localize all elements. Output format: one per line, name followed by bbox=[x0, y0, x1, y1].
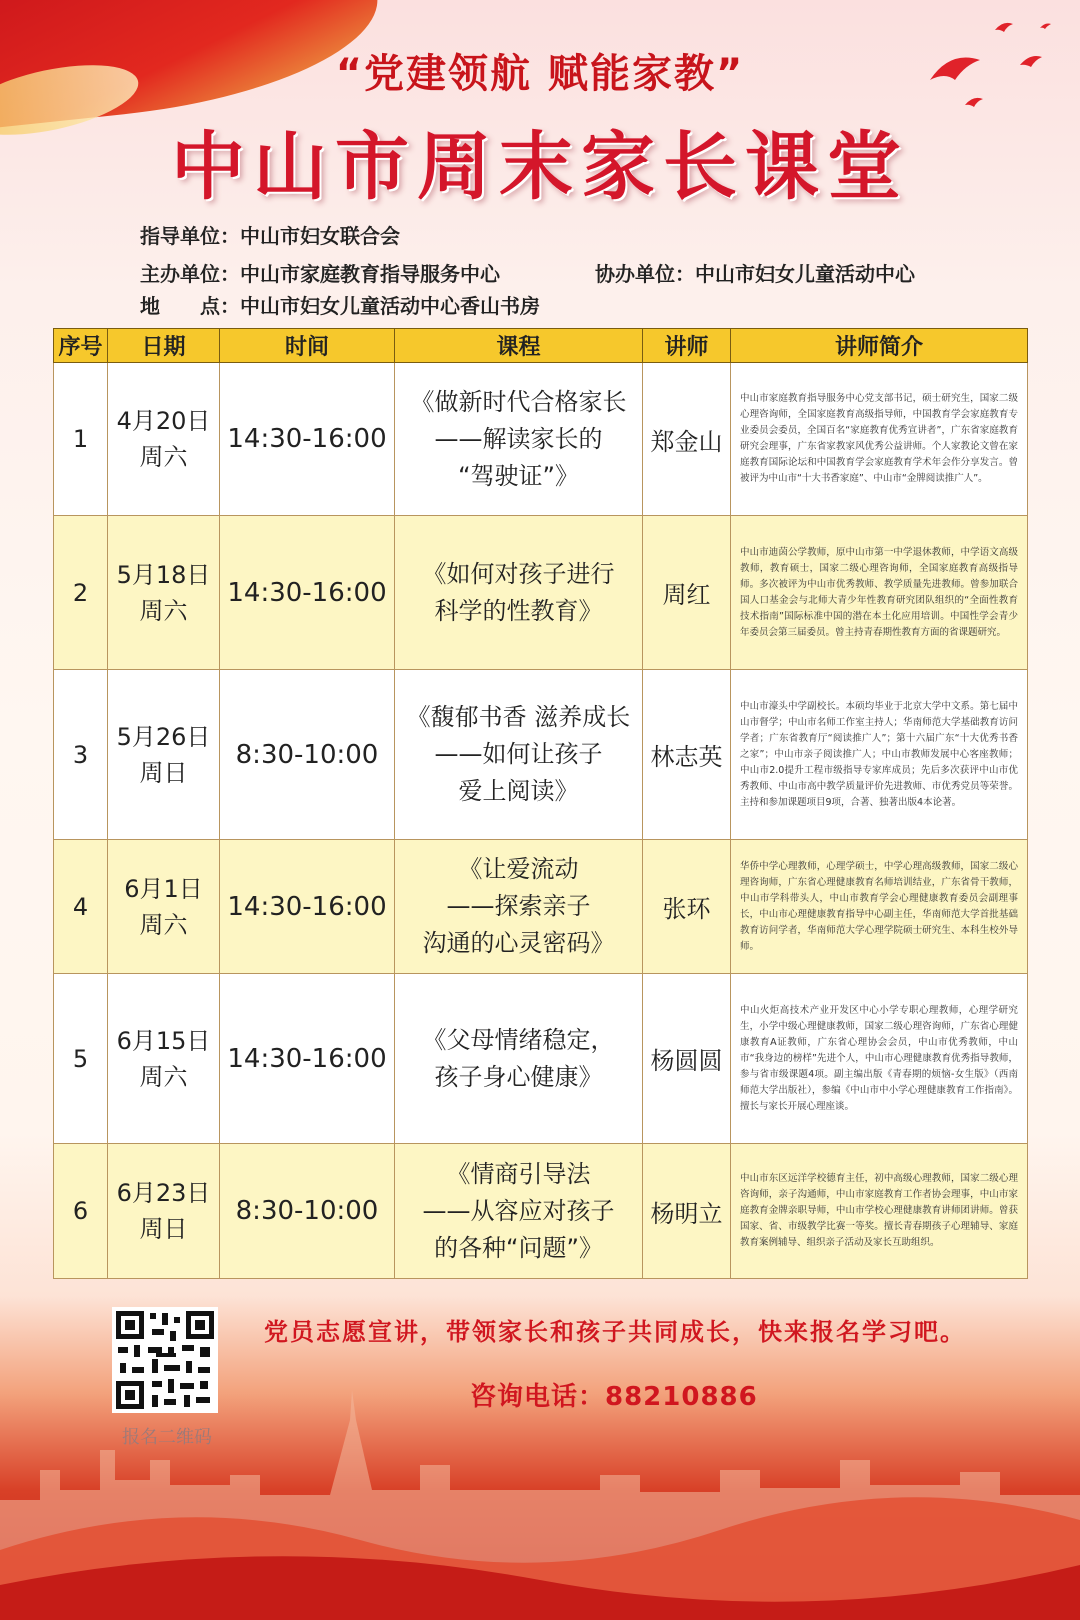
row-date-day: 5月18日 bbox=[116, 560, 211, 589]
row-date-weekday: 周六 bbox=[139, 596, 188, 625]
row-course bbox=[395, 670, 643, 840]
course-line: 《馥郁书香 滋养成长 bbox=[406, 703, 631, 731]
guide-unit-row bbox=[140, 220, 400, 249]
row-date-day: 4月20日 bbox=[116, 407, 211, 435]
table-row bbox=[54, 363, 1028, 516]
course-line: 的各种“问题”》 bbox=[434, 1233, 603, 1262]
row-date bbox=[108, 974, 220, 1144]
row-time: 8:30-10:00 bbox=[220, 670, 395, 840]
call-to-action: 党员志愿宣讲，带领家长和孩子共同成长，快来报名学习吧。 bbox=[264, 1318, 966, 1346]
row-date-weekday: 周六 bbox=[139, 910, 188, 939]
course-line: ——从容应对孩子 bbox=[422, 1196, 615, 1225]
row-teacher: 周红 bbox=[643, 516, 731, 670]
assist-unit-value: 中山市妇女儿童活动中心 bbox=[695, 262, 915, 286]
consult-phone[interactable]: 咨询电话：88210886 bbox=[470, 1382, 758, 1412]
row-date-day: 6月23日 bbox=[116, 1179, 211, 1207]
row-time: 8:30-10:00 bbox=[220, 1144, 395, 1279]
schedule-table-wrap bbox=[53, 328, 1027, 1279]
row-course bbox=[395, 1144, 643, 1279]
row-no: 2 bbox=[54, 516, 108, 670]
row-date-day: 5月26日 bbox=[116, 722, 211, 751]
qr-label: 报名二维码 bbox=[122, 1427, 212, 1448]
row-teacher: 林志英 bbox=[643, 670, 731, 840]
row-bio: 中山市迪茵公学教师，原中山市第一中学退休教师，中学语文高级教师，教育硕士，国家二级心理咨询师，全国家庭教育高级指导师。多次被评为中山市优秀教师、教学质量先进教师。曾参加联合国人口基金会与北师大青少年性教育研究团队组织的“全面性教育技术指南”国际标准中国的潜在本土化应用培训。中国性学会青少年委员会第三届委员。曾主持青春期性教育方面的省课题研究。 bbox=[731, 516, 1028, 670]
qr-code-pattern-icon bbox=[112, 1307, 218, 1413]
header-time: 时间 bbox=[220, 329, 395, 363]
course-line: 《情商引导法 bbox=[446, 1159, 591, 1188]
row-no: 1 bbox=[54, 363, 108, 516]
host-unit-value: 中山市家庭教育指导服务中心 bbox=[240, 262, 500, 286]
table-row bbox=[54, 1144, 1028, 1279]
course-line: 爱上阅读》 bbox=[458, 777, 579, 805]
row-bio: 中山市家庭教育指导服务中心党支部书记，硕士研究生，国家二级心理咨询师，全国家庭教育高级指导师，中国教育学会家庭教育专业委员会委员，全国百名“家庭教育优秀宣讲者”，广东省家庭教育研究会理事，广东省家教家风优秀公益讲师。个人家教论文曾在家庭教育国际论坛和中国教育学会家庭教育学术年会作分享发言。曾被评为中山市“十大书香家庭”、中山市“金牌阅读推广人”。 bbox=[731, 363, 1028, 516]
row-bio: 中山市濠头中学副校长。本硕均毕业于北京大学中文系。第七届中山市督学；中山市名师工作室主持人；华南师范大学基础教育访问学者；广东省教育厅“阅读推广人”；第十六届广东“十大优秀书香之家”；中山市亲子阅读推广人；中山市教师发展中心客座教师；中山市2.0提升工程市级指导专家库成员；先后多次获评中山市优秀教师、中山市高中教学质量评价先进教师、市优秀党员等荣誉。主持和参加课题项目9项，合著、独著出版4本论著。 bbox=[731, 670, 1028, 840]
row-date bbox=[108, 840, 220, 974]
assist-unit-row bbox=[595, 258, 915, 287]
row-bio: 华侨中学心理教师，心理学硕士，中学心理高级教师，国家二级心理咨询师，广东省心理健康教育名师培训结业，广东省骨干教师，中山市学科带头人，中山市教育学会心理健康教育委员会副理事长，中山市心理健康教育指导中心副主任，华南师范大学首批基础教育访问学者，华南师范大学心理学院硕士研究生、本科生校外导师。 bbox=[731, 840, 1028, 974]
row-date-day: 6月1日 bbox=[124, 874, 203, 903]
header-date: 日期 bbox=[108, 329, 220, 363]
row-bio: 中山市东区远洋学校德育主任，初中高级心理教师，国家二级心理咨询师，亲子沟通师，中山市家庭教育工作者协会理事，中山市家庭教育金牌亲职导师，中山市学校心理健康教育讲师团讲师。曾获国家、省、市级教学比赛一等奖。擅长青春期孩子心理辅导、家庭教育案例辅导、组织亲子活动及家长互助组织。 bbox=[731, 1144, 1028, 1279]
row-time: 14:30-16:00 bbox=[220, 974, 395, 1144]
course-line: ——如何让孩子 bbox=[434, 740, 603, 768]
header-course: 课程 bbox=[395, 329, 643, 363]
course-line: ——探索亲子 bbox=[446, 892, 591, 920]
row-course bbox=[395, 974, 643, 1144]
row-time: 14:30-16:00 bbox=[220, 516, 395, 670]
host-unit-label: 主办单位： bbox=[140, 262, 240, 286]
course-line: 《如何对孩子进行 bbox=[422, 559, 615, 588]
row-teacher: 杨明立 bbox=[643, 1144, 731, 1279]
row-date bbox=[108, 1144, 220, 1279]
row-bio: 中山火炬高技术产业开发区中心小学专职心理教师，心理学研究生，小学中级心理健康教师，国家二级心理咨询师，广东省心理健康教育A证教师，广东省心理协会会员，中山市优秀教师，中山市“我身边的榜样”先进个人，中山市心理健康教育优秀指导教师，参与省市级课题4项。副主编出版《青春期的烦恼-女生版》（西南师范大学出版社），参编《中山市中小学心理健康教育工作指南》。擅长与家长开展心理座谈。 bbox=[731, 974, 1028, 1144]
place-row bbox=[140, 290, 540, 319]
place-value: 中山市妇女儿童活动中心香山书房 bbox=[240, 294, 540, 318]
host-unit-row bbox=[140, 258, 500, 287]
course-line: ——解读家长的 bbox=[434, 424, 603, 453]
row-date-weekday: 周六 bbox=[139, 1062, 188, 1091]
table-header-row bbox=[54, 329, 1028, 363]
row-teacher: 杨圆圆 bbox=[643, 974, 731, 1144]
course-line: “驾驶证”》 bbox=[458, 461, 579, 490]
row-teacher: 郑金山 bbox=[643, 363, 731, 516]
course-line: 《让爱流动 bbox=[458, 855, 579, 883]
row-no: 6 bbox=[54, 1144, 108, 1279]
row-no: 4 bbox=[54, 840, 108, 974]
course-line: 孩子身心健康》 bbox=[434, 1062, 603, 1091]
row-teacher: 张环 bbox=[643, 840, 731, 974]
header-teacher: 讲师 bbox=[643, 329, 731, 363]
slogan: “党建领航 赋能家教” bbox=[335, 51, 745, 97]
row-course bbox=[395, 363, 643, 516]
row-course bbox=[395, 516, 643, 670]
row-time: 14:30-16:00 bbox=[220, 363, 395, 516]
row-date-weekday: 周日 bbox=[139, 758, 188, 787]
course-line: 科学的性教育》 bbox=[434, 596, 603, 625]
table-row bbox=[54, 670, 1028, 840]
assist-unit-label: 协办单位： bbox=[595, 262, 695, 286]
header-no: 序号 bbox=[54, 329, 108, 363]
table-row bbox=[54, 974, 1028, 1144]
page-title: 中山市周末家长课堂 bbox=[171, 124, 909, 210]
city-skyline-icon bbox=[0, 1380, 1080, 1620]
guide-unit-value: 中山市妇女联合会 bbox=[240, 224, 400, 248]
row-course bbox=[395, 840, 643, 974]
table-row bbox=[54, 516, 1028, 670]
guide-unit-label: 指导单位： bbox=[140, 224, 240, 248]
row-date-day: 6月15日 bbox=[116, 1026, 211, 1055]
place-label: 地 点： bbox=[140, 294, 240, 318]
course-line: 沟通的心灵密码》 bbox=[422, 929, 615, 957]
row-no: 3 bbox=[54, 670, 108, 840]
row-date bbox=[108, 670, 220, 840]
course-line: 《父母情绪稳定， bbox=[422, 1025, 615, 1054]
header-bio: 讲师简介 bbox=[731, 329, 1028, 363]
row-date bbox=[108, 516, 220, 670]
row-date-weekday: 周日 bbox=[139, 1215, 188, 1243]
row-time: 14:30-16:00 bbox=[220, 840, 395, 974]
qr-code-icon[interactable] bbox=[112, 1307, 218, 1413]
table-row bbox=[54, 840, 1028, 974]
row-no: 5 bbox=[54, 974, 108, 1144]
row-date bbox=[108, 363, 220, 516]
row-date-weekday: 周六 bbox=[139, 443, 188, 471]
schedule-table bbox=[53, 328, 1028, 1279]
course-line: 《做新时代合格家长 bbox=[410, 387, 627, 416]
